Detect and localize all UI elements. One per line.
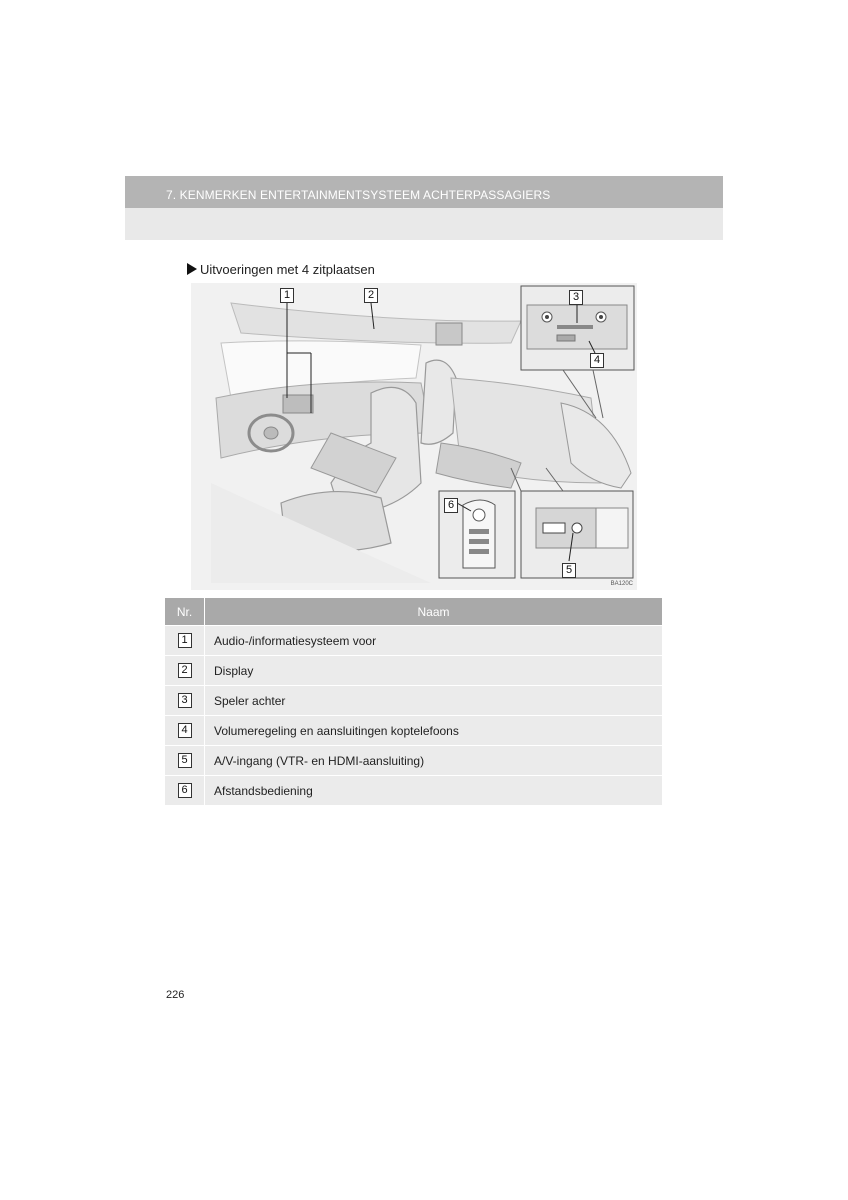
section-title: 7. KENMERKEN ENTERTAINMENTSYSTEEM ACHTERPASSAGIERS — [166, 188, 551, 202]
row-name: Speler achter — [214, 693, 286, 708]
row-number: 2 — [178, 663, 192, 678]
row-number: 4 — [178, 723, 192, 738]
callout-4: 4 — [590, 353, 604, 368]
car-interior-illustration — [191, 283, 637, 590]
page-number: 226 — [166, 989, 185, 1001]
table-row — [165, 685, 662, 715]
callout-3: 3 — [569, 290, 583, 305]
row-number: 5 — [178, 753, 192, 768]
subheading-text: Uitvoeringen met 4 zitplaatsen — [200, 262, 375, 277]
table-row — [165, 655, 662, 685]
row-name: A/V-ingang (VTR- en HDMI-aansluiting) — [214, 753, 425, 768]
triangle-bullet-icon — [187, 263, 197, 275]
table-row — [165, 715, 662, 745]
row-number: 6 — [178, 783, 192, 798]
row-number: 3 — [178, 693, 192, 708]
header-name: Naam — [417, 604, 450, 619]
row-name: Afstandsbediening — [214, 783, 313, 798]
callout-5: 5 — [562, 563, 576, 578]
row-name: Volumeregeling en aansluitingen koptelefoons — [214, 723, 459, 738]
callout-2: 2 — [364, 288, 378, 303]
row-name: Display — [214, 663, 254, 678]
header-nr: Nr. — [165, 598, 205, 625]
table-header — [165, 598, 662, 625]
parts-table — [165, 598, 662, 805]
illustration-code: BA120C — [610, 581, 633, 587]
callout-1: 1 — [280, 288, 294, 303]
table-row — [165, 625, 662, 655]
row-name: Audio-/informatiesysteem voor — [214, 633, 377, 648]
car-interior-drawing — [191, 283, 637, 590]
row-number: 1 — [178, 633, 192, 648]
table-row — [165, 745, 662, 775]
table-row — [165, 775, 662, 805]
callout-6: 6 — [444, 498, 458, 513]
subheading — [187, 262, 375, 277]
